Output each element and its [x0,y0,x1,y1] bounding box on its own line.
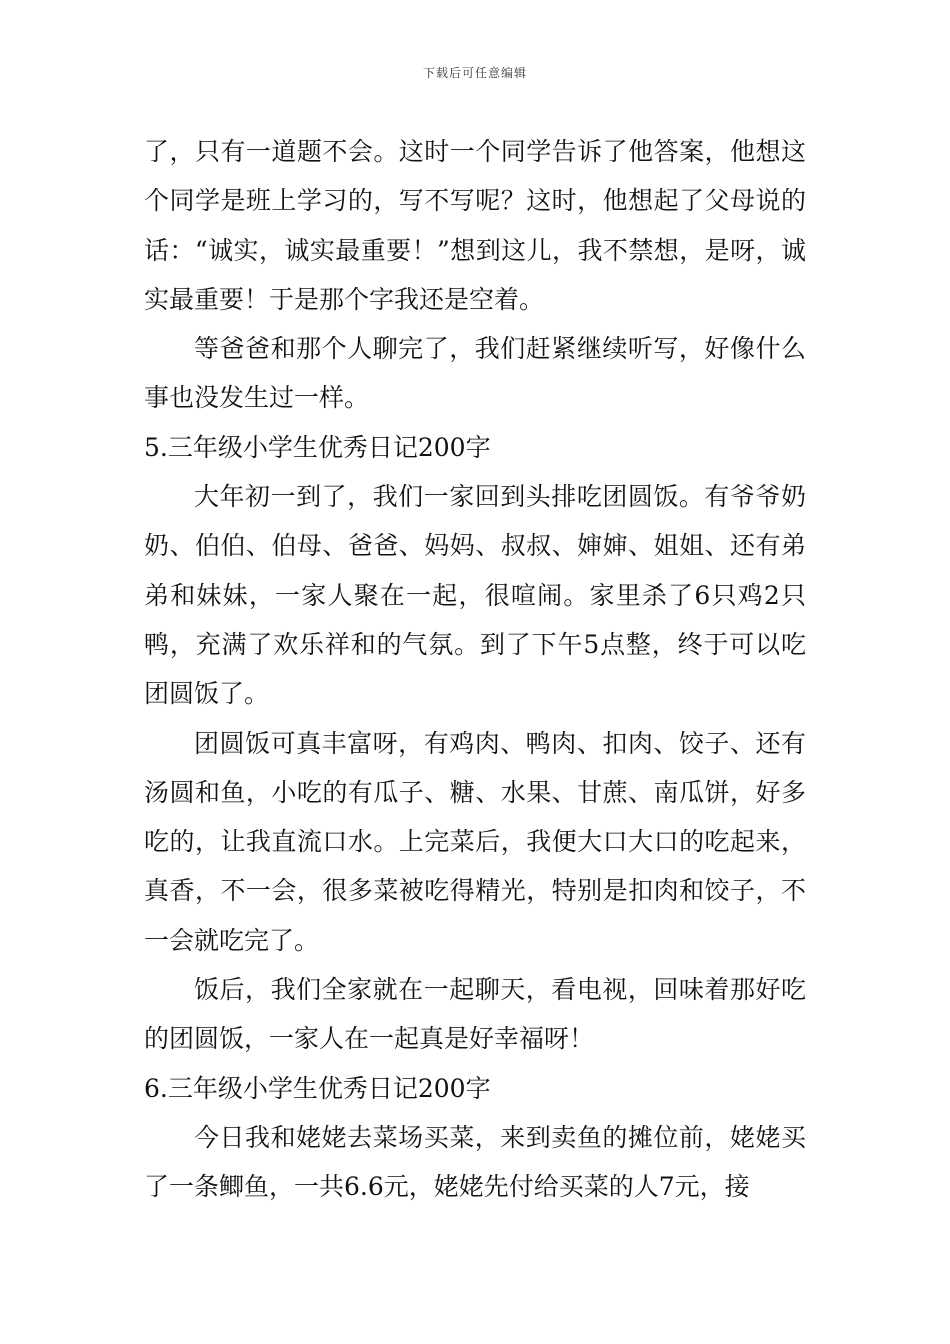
paragraph: 饭后，我们全家就在一起聊天，看电视，回味着那好吃的团圆饭，一家人在一起真是好幸福呀！ [144,975,806,1054]
document-body [144,127,806,1212]
paragraph: 今日我和姥姥去菜场买菜，来到卖鱼的摊位前，姥姥买了一条鲫鱼，一共6.6元，姥姥先付给买菜的人7元，接 [144,1122,806,1202]
section-heading: 5.三年级小学生优秀日记200字 [144,432,491,462]
paragraph: 团圆饭可真丰富呀，有鸡肉、鸭肉、扣肉、饺子、还有汤圆和鱼，小吃的有瓜子、糖、水果、甘蔗、南瓜饼，好多吃的，让我直流口水。上完菜后，我便大口大口的吃起来，真香，不一会，很多菜被吃得精光，特别是扣肉和饺子，不一会就吃完了。 [144,728,806,955]
paragraph: 大年初一到了，我们一家回到头排吃团圆饭。有爷爷奶奶、伯伯、伯母、爸爸、妈妈、叔叔、婶婶、姐姐、还有弟弟和妹妹，一家人聚在一起，很喧闹。家里杀了6只鸡2只鸭，充满了欢乐祥和的气氛。到了下午5点整，终于可以吃团圆饭了。 [144,482,806,709]
paragraph: 等爸爸和那个人聊完了，我们赶紧继续听写，好像什么事也没发生过一样。 [144,334,806,413]
paragraph: 了，只有一道题不会。这时一个同学告诉了他答案，他想这个同学是班上学习的，写不写呢？这时，他想起了父母说的话：“诚实，诚实最重要！”想到这儿，我不禁想，是呀，诚实最重要！于是那个字我还是空着。 [144,137,806,314]
page-header: 下载后可任意编辑 [422,66,527,80]
section-heading: 6.三年级小学生优秀日记200字 [144,1073,491,1103]
